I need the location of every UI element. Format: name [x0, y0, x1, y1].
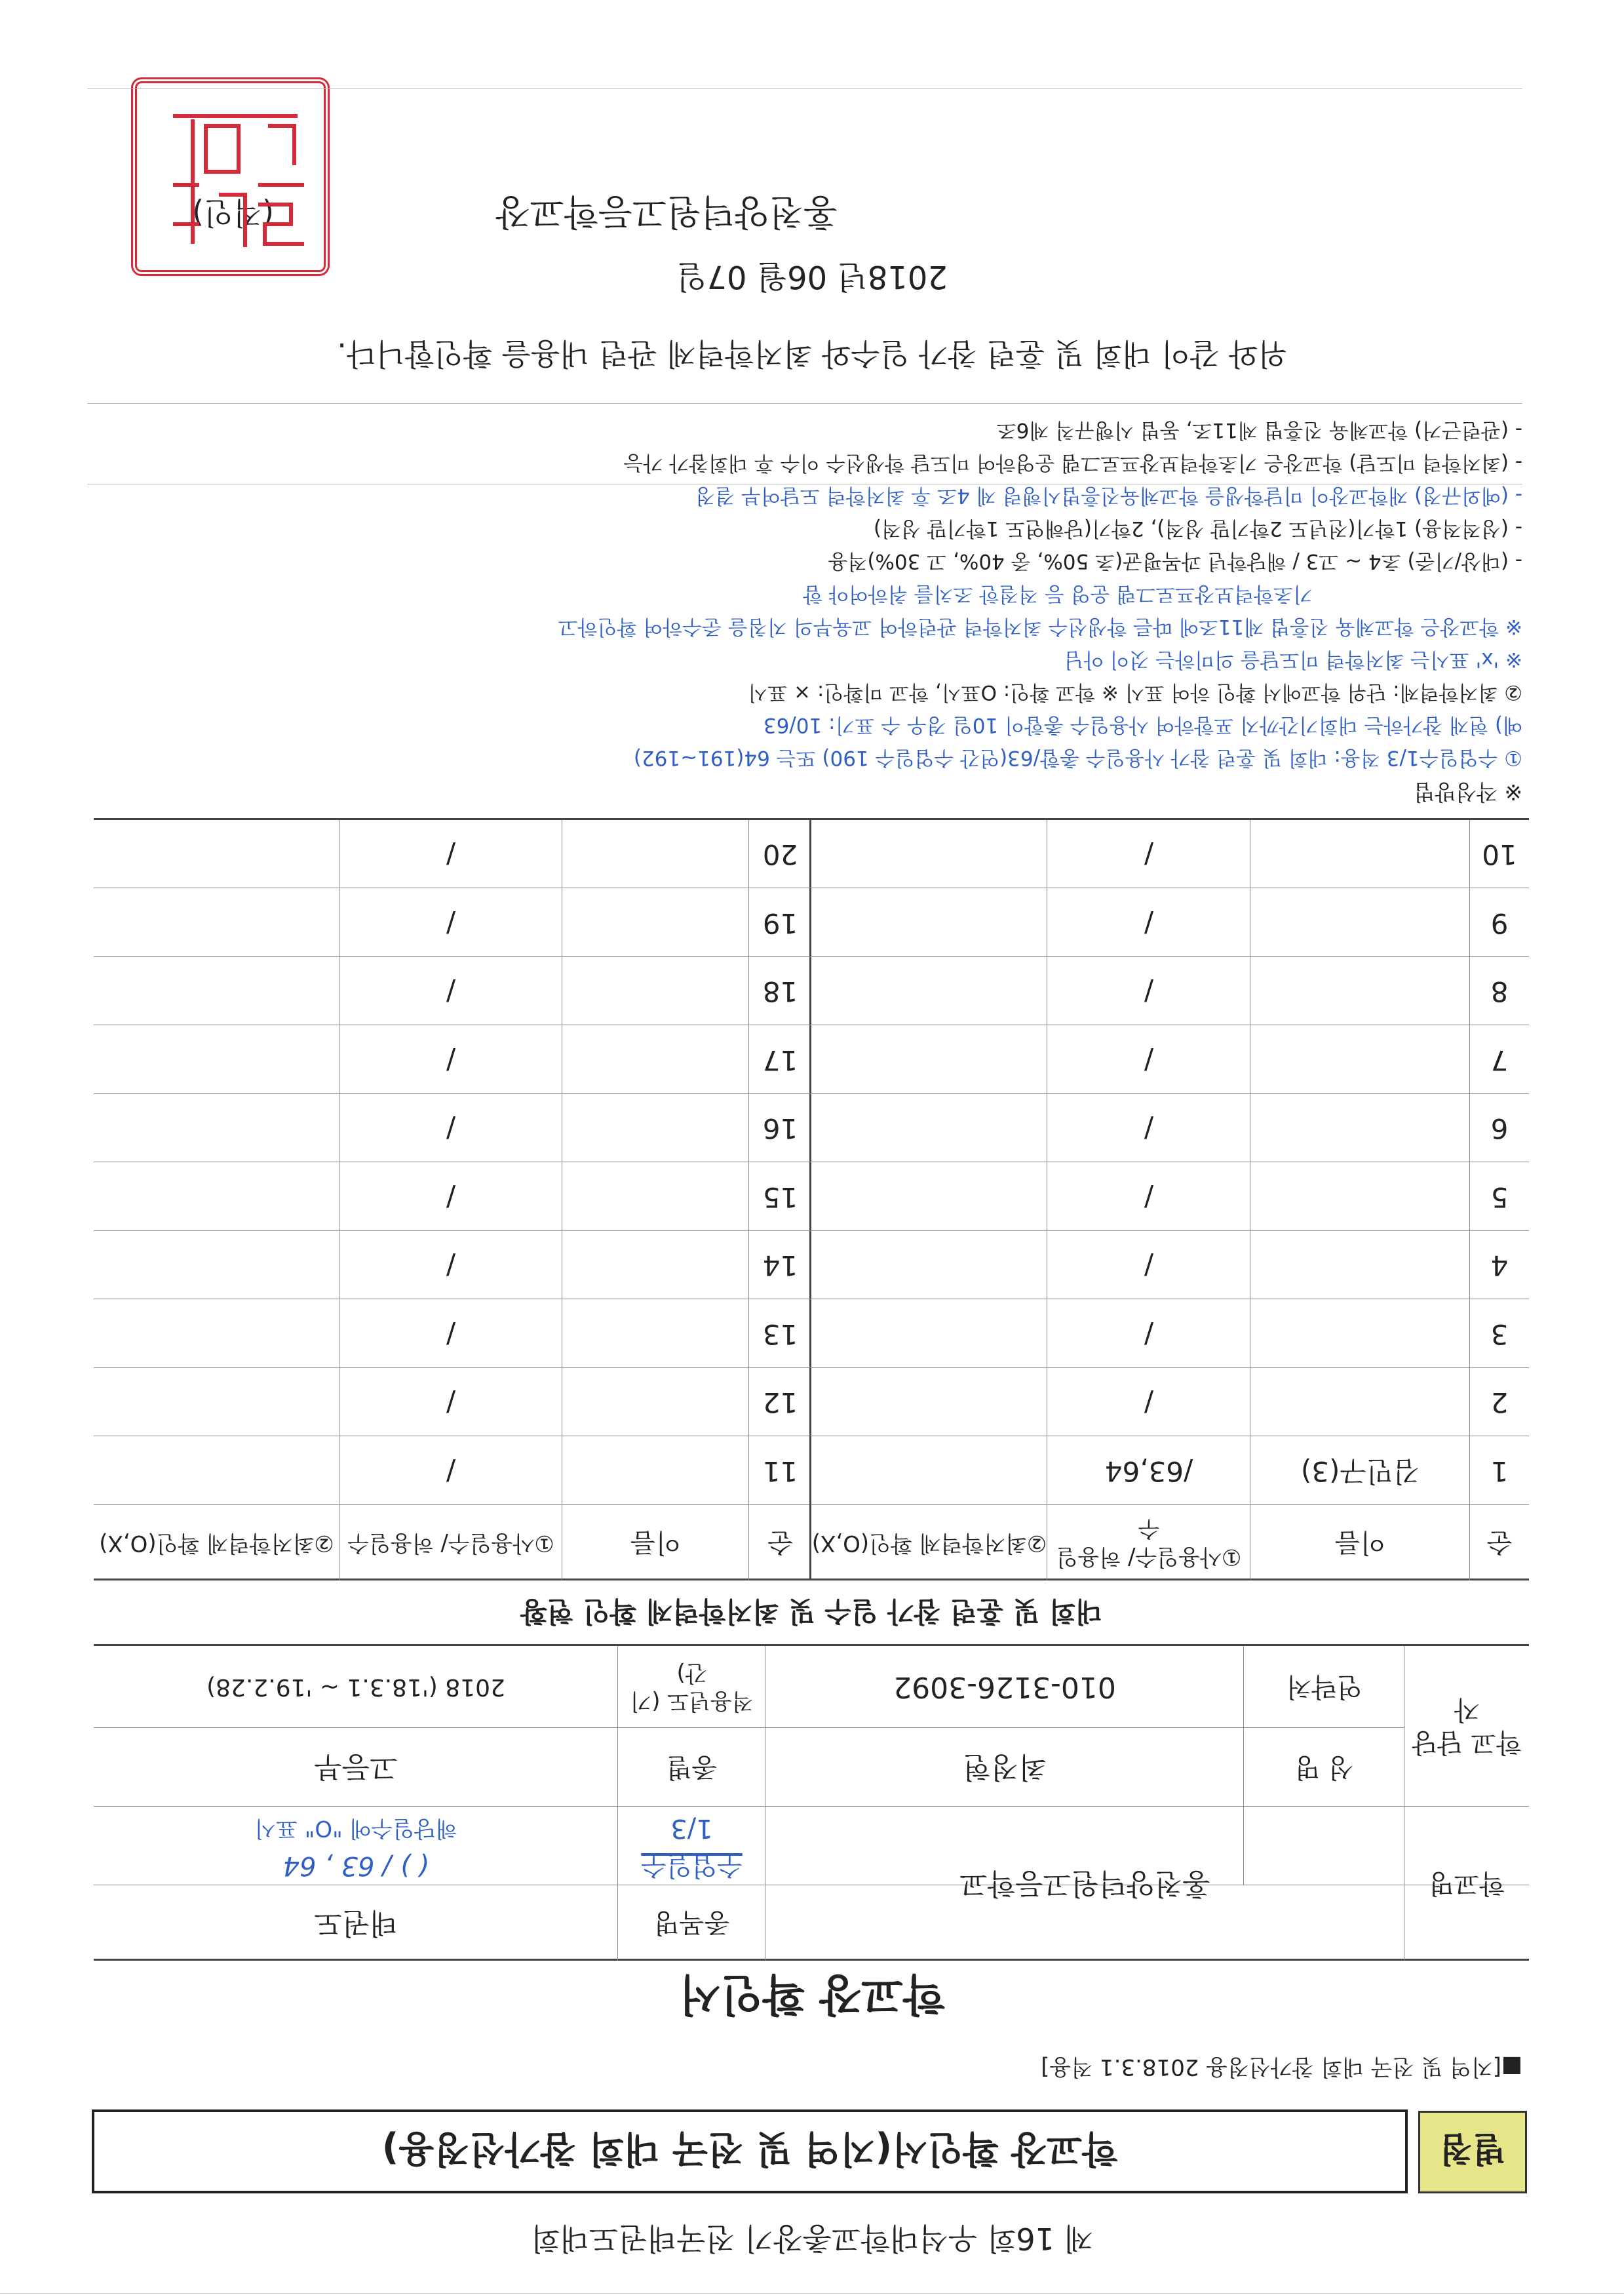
table-cell-no: 4: [1490, 1249, 1509, 1282]
scan-edge: [0, 2293, 1624, 2294]
table-cell-name2: [562, 1026, 749, 1095]
note-2: ② 최저학력제: 단위 학교에서 확인 하여 표시 ※ 학교 확인: O표시, 학교 미확인: × 표시: [748, 680, 1522, 704]
school-label: 학교명: [1429, 1868, 1505, 1899]
table-cell-name: [1250, 1300, 1470, 1369]
table-cell-no: 10: [1482, 838, 1517, 871]
note-7: - (예외규정) 재학교장이 미달학생을 학교체육진흥법시행령 제 4조 후 최저학력 도달여부 결정: [695, 484, 1522, 507]
seal-placeholder: (직인): [192, 195, 274, 231]
table-cell-name2: [562, 1094, 749, 1163]
days-req-label: 수업일수: [641, 1851, 743, 1881]
table-cell-check: [811, 1300, 1047, 1369]
table-cell-no: 7: [1490, 1044, 1509, 1076]
note-9: - (관련근거) 학교체육 진흥법 제11조, 동법 시행규칙 제6조: [996, 418, 1522, 442]
staff-name-label: 성 명: [1294, 1752, 1354, 1782]
table-cell-days: /: [1144, 1112, 1154, 1145]
table-cell-no2: 13: [762, 1318, 798, 1350]
staff-label: 학교 담당자: [1412, 1695, 1522, 1758]
doc-title: 학교장 확인서: [679, 1969, 945, 2020]
phone-value: 010-3126-3092: [893, 1670, 1116, 1704]
division-label: 종별: [666, 1752, 718, 1782]
table-cell-check: [811, 1368, 1047, 1437]
table-cell-days: /63,64: [1104, 1455, 1193, 1487]
table-cell-check: [811, 1094, 1047, 1163]
table-cell-days2: /: [446, 838, 456, 871]
table-cell-no2: 14: [762, 1249, 798, 1282]
days-note: ( ) / 63 , 64: [282, 1851, 429, 1881]
table-cell-name2: [562, 1300, 749, 1369]
phone-label: 연락처: [1286, 1672, 1363, 1702]
header-no-2: 순: [767, 1527, 793, 1558]
table-cell-days2: /: [446, 1386, 456, 1419]
table-cell-name2: [562, 1437, 749, 1506]
table-cell-no: 3: [1490, 1318, 1509, 1350]
note-8: - (최저학력 미도달) 학교장은 기초학력보장프로그램 운영하여 미도달 학생선수 이수 후 대회참가 가능: [623, 451, 1522, 475]
table-cell-check2: [94, 889, 339, 958]
table-cell-name2: [562, 1368, 749, 1437]
table-cell-name2: [562, 820, 749, 889]
staff-name: 최정현: [963, 1750, 1047, 1784]
table-cell-check: [811, 1163, 1047, 1232]
table-cell-days: /: [1144, 838, 1154, 871]
table-cell-name: [1250, 1163, 1470, 1232]
form-title: 학교장 확인서(지역 및 전국 대회 참가선정용): [92, 2109, 1408, 2193]
table-cell-check2: [94, 820, 339, 889]
event-name: 태권도: [314, 1906, 398, 1940]
table-cell-check2: [94, 1231, 339, 1300]
seal-glyphs-icon: [149, 95, 324, 270]
table-cell-days2: /: [446, 1318, 456, 1350]
table-cell-name: [1250, 957, 1470, 1026]
table-cell-days: /: [1144, 1181, 1154, 1213]
table-cell-name: [1250, 889, 1470, 958]
header-check: ②최저학력제 확인(O,X): [811, 1529, 1047, 1556]
header-no: 순: [1486, 1527, 1513, 1558]
note-6: - (성적적용) 1학기(전년도 2학기말 성적), 2학기(당해연도 1학기말 성적): [873, 517, 1522, 540]
header-days: ①사용일수/ 허용일수: [1056, 1516, 1242, 1570]
table-cell-name2: [562, 1231, 749, 1300]
table-cell-check2: [94, 957, 339, 1026]
period-label: 적용년도 (기간): [630, 1660, 754, 1714]
table-cell-days2: /: [446, 1112, 456, 1145]
table-cell-days: /: [1144, 975, 1154, 1008]
table-cell-no: 5: [1490, 1181, 1509, 1213]
table-cell-no2: 15: [762, 1181, 798, 1213]
table-cell-no: 9: [1490, 907, 1509, 939]
days-req-value: 1/3: [670, 1813, 713, 1843]
table-cell-no: 8: [1490, 975, 1509, 1008]
table-cell-check2: [94, 1026, 339, 1095]
table-cell-no2: 11: [762, 1455, 798, 1487]
table-cell-check2: [94, 1163, 339, 1232]
attachment-badge: 별첨: [1418, 2111, 1527, 2193]
principal-name: 홍천양덕원고등학교장: [495, 191, 838, 233]
school-name: 홍천양덕원고등학교: [959, 1867, 1210, 1900]
note-1a: ① 수업일수1/3 적용: 대회 및 훈련 참가 사용일수 총합/63(연간 수업일수 190) 또는 64(191~192): [633, 746, 1522, 770]
header-check-2: ②최저학력제 확인(O,X): [99, 1529, 334, 1556]
period-value: 2018 ('18.3.1 ~ '19.2.28): [206, 1674, 505, 1700]
note-4a: ※ 학교장은 학교체육 진흥법 제11조에 따른 학생선수 최저학력 관련하여 교육부의 지침을 준수하여 확인하고: [558, 615, 1522, 638]
scan-line: [87, 88, 1522, 89]
table-cell-check2: [94, 1368, 339, 1437]
table-cell-days2: /: [446, 1455, 456, 1487]
table-cell-days2: /: [446, 907, 456, 939]
scan-line: [87, 403, 1522, 404]
table-cell-days2: /: [446, 975, 456, 1008]
table-cell-name: [1250, 1231, 1470, 1300]
table-cell-days: /: [1144, 1044, 1154, 1076]
note-4b: 기초학력보장프로그램 운영 등 적절한 조치를 취하여야 함: [803, 582, 1313, 606]
table-cell-days: /: [1144, 907, 1154, 939]
table-cell-check2: [94, 1094, 339, 1163]
table-cell-name: [1250, 1026, 1470, 1095]
table-cell-name: [1250, 1094, 1470, 1163]
official-seal-icon: [131, 77, 330, 276]
table-cell-no2: 12: [762, 1386, 798, 1419]
table-caption: 대회 및 훈련 참가 일수 및 최저학력제 확인 현황: [520, 1596, 1102, 1628]
table-cell-days2: /: [446, 1181, 456, 1213]
table-cell-check: [811, 1231, 1047, 1300]
competition-name: 제 16회 우석대학교총장기 전국태권도대회: [531, 2221, 1093, 2256]
note-3: ※ 'x' 표시는 최저학력 미도달을 의미하는 것이 아님: [1064, 648, 1522, 671]
division-value: 고등부: [314, 1750, 398, 1784]
table-cell-name2: [562, 957, 749, 1026]
confirm-statement: 위와 같이 대회 및 훈련 참가 일수와 최저학력제 관련 내용을 확인합니다.: [337, 336, 1287, 372]
note-5: - (대상/기준) 초4 ~ 고3 / 해당학년 과목평균(초 50%, 중 40%, 고 30%)적용: [828, 549, 1522, 573]
days-note-2: 해당일수에 "O" 표시: [254, 1815, 457, 1842]
header-days-2: ①사용일수/ 허용일수: [347, 1529, 554, 1556]
table-cell-name: [1250, 820, 1470, 889]
table-cell-days2: /: [446, 1044, 456, 1076]
table-cell-check: [811, 820, 1047, 889]
confirm-date: 2018년 06월 07일: [676, 258, 948, 295]
table-cell-no2: 18: [762, 975, 798, 1008]
table-cell-check2: [94, 1437, 339, 1506]
table-cell-name2: [562, 1163, 749, 1232]
note-1b: 예) 현재 참가하는 대회기간까지 포함하여 사용일수 총합이 10일 경우 수 표기: 10/63: [763, 713, 1522, 737]
table-bottom-border: [94, 818, 1529, 820]
table-cell-days2: /: [446, 1249, 456, 1282]
notes-heading: ※ 작성방법: [1414, 779, 1522, 805]
table-cell-name: [1250, 1368, 1470, 1437]
table-cell-no2: 17: [762, 1044, 798, 1076]
table-cell-check: [811, 1026, 1047, 1095]
table-cell-days: /: [1144, 1318, 1154, 1350]
rule-reference: ■[지역 및 전국 대회 참가선정용 2018.3.1 적용]: [1041, 2054, 1522, 2080]
table-cell-no2: 16: [762, 1112, 798, 1145]
table-cell-no: 6: [1490, 1112, 1509, 1145]
table-cell-check: [811, 1437, 1047, 1506]
table-cell-check: [811, 889, 1047, 958]
table-cell-no: 1: [1490, 1455, 1509, 1487]
event-label: 종목명: [653, 1908, 730, 1938]
table-cell-days: /: [1144, 1249, 1154, 1282]
header-name: 이름: [1334, 1527, 1386, 1558]
table-cell-check2: [94, 1300, 339, 1369]
table-cell-days: /: [1144, 1386, 1154, 1419]
table-cell-name: 김민구(3): [1300, 1455, 1420, 1487]
table-cell-no2: 19: [762, 907, 798, 939]
header-name-2: 이름: [630, 1527, 682, 1558]
table-cell-name2: [562, 889, 749, 958]
table-cell-check: [811, 957, 1047, 1026]
table-cell-no: 2: [1490, 1386, 1509, 1419]
table-cell-no2: 20: [762, 838, 798, 871]
